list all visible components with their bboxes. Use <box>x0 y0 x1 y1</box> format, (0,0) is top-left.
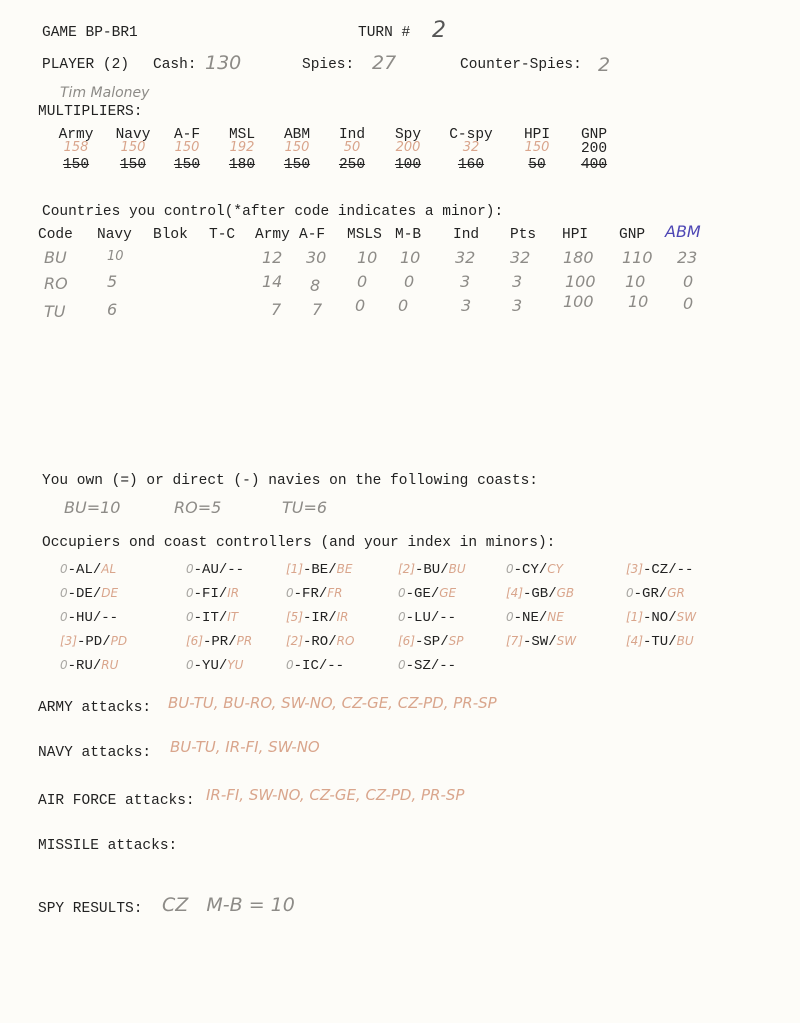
occupier-entry <box>286 562 352 578</box>
mult-header: Navy <box>115 127 151 143</box>
occupier-entry <box>506 586 574 602</box>
occupier-entry <box>398 586 456 602</box>
occupier-controller: YU <box>227 658 244 672</box>
occupier-index: [6] <box>186 634 203 648</box>
occupier-controller: -- <box>676 562 694 578</box>
country-ind: 32 <box>455 248 476 267</box>
occupier-controller: BE <box>336 562 353 576</box>
occupiers-title: Occupiers ond coast controllers (and your index in minors): <box>42 535 556 551</box>
mult-handwritten: 192 <box>229 140 255 155</box>
mult-handwritten: 150 <box>120 140 146 155</box>
country-hpi: 180 <box>563 248 594 267</box>
countries-title: Countries you control(*after code indicates a minor): <box>42 204 504 220</box>
occupier-index: 0 <box>506 610 514 624</box>
occupier-code: -YU/ <box>193 658 228 674</box>
country-msls: 0 <box>357 272 368 291</box>
spies-value: 27 <box>372 52 397 74</box>
occupier-index: 0 <box>186 610 194 624</box>
mult-header: HPI <box>523 127 551 143</box>
occupier-entry <box>60 634 127 650</box>
occupier-controller: NE <box>547 610 564 624</box>
country-mb: 10 <box>400 248 421 267</box>
occupier-controller: -- <box>227 562 245 578</box>
occupier-code: -GR/ <box>633 586 668 602</box>
navies-title: You own (=) or direct (-) navies on the following coasts: <box>42 473 538 489</box>
occupier-index: [1] <box>286 562 303 576</box>
occupier-entry <box>186 562 244 578</box>
occupier-entry <box>186 586 239 602</box>
mult-printed: 250 <box>338 157 366 173</box>
cash-value: 130 <box>205 52 242 74</box>
col-header: MSLS <box>347 227 382 243</box>
occupier-entry <box>186 610 238 626</box>
mult-printed: 100 <box>394 157 422 173</box>
occupier-index: [2] <box>398 562 415 576</box>
counter-spies-label: Counter-Spies: <box>460 57 582 73</box>
occupier-code: -GE/ <box>405 586 440 602</box>
mult-header: MSL <box>228 127 256 143</box>
occupier-controller: FR <box>327 586 343 600</box>
occupier-entry <box>60 610 118 626</box>
occupier-code: -HU/ <box>67 610 102 626</box>
country-af: 7 <box>312 300 323 319</box>
missile-attacks-label: MISSILE attacks: <box>38 838 178 854</box>
occupier-code: -AL/ <box>67 562 102 578</box>
occupier-entry <box>60 586 118 602</box>
mult-printed: 200 <box>580 141 608 157</box>
occupier-entry <box>398 634 463 650</box>
occupier-index: [7] <box>506 634 523 648</box>
occupier-entry <box>286 586 343 602</box>
country-msls: 0 <box>355 296 366 315</box>
occupier-index: 0 <box>186 586 194 600</box>
spy-results-label: SPY RESULTS: <box>38 901 143 917</box>
occupier-index: [3] <box>60 634 77 648</box>
mult-header: A-F <box>173 127 201 143</box>
country-af: 30 <box>306 248 327 267</box>
occupier-entry <box>398 610 456 626</box>
mult-header: Ind <box>338 127 366 143</box>
occupier-code: -BE/ <box>303 562 337 578</box>
occupier-index: 0 <box>506 562 514 576</box>
counter-spies-value: 2 <box>598 54 611 76</box>
occupier-index: [6] <box>398 634 415 648</box>
occupier-code: -PD/ <box>77 634 111 650</box>
col-header: Pts <box>510 227 537 243</box>
army-attacks-value: BU-TU, BU-RO, SW-NO, CZ-GE, CZ-PD, PR-SP <box>168 694 497 712</box>
occupier-controller: IR <box>227 586 240 600</box>
country-abm: 0 <box>683 272 694 291</box>
col-header: Code <box>38 227 73 243</box>
country-code: BU <box>44 248 67 267</box>
col-header: GNP <box>619 227 646 243</box>
mult-header: GNP <box>580 127 608 143</box>
mult-printed: 160 <box>457 157 485 173</box>
country-code: RO <box>44 274 68 293</box>
country-hpi: 100 <box>563 292 594 311</box>
occupier-entry <box>626 586 685 602</box>
occupier-index: 0 <box>60 562 68 576</box>
country-army: 12 <box>262 248 283 267</box>
occupier-controller: SW <box>556 634 577 648</box>
army-attacks-label: ARMY attacks: <box>38 700 152 716</box>
mult-handwritten: 158 <box>63 140 89 155</box>
airforce-attacks-value: IR-FI, SW-NO, CZ-GE, CZ-PD, PR-SP <box>206 786 465 804</box>
mult-handwritten: 150 <box>524 140 550 155</box>
mult-printed: 150 <box>62 157 90 173</box>
occupier-index: 0 <box>626 586 634 600</box>
occupier-controller: -- <box>439 610 457 626</box>
occupier-index: 0 <box>398 658 406 672</box>
mult-handwritten: 150 <box>284 140 310 155</box>
col-header: A-F <box>299 227 326 243</box>
occupier-entry <box>506 562 563 578</box>
game-label: GAME BP-BR1 <box>42 25 138 41</box>
occupier-entry <box>398 658 456 674</box>
occupier-controller: GE <box>439 586 457 600</box>
mult-handwritten: 50 <box>343 140 361 155</box>
occupier-entry <box>626 610 696 626</box>
country-navy: 5 <box>107 272 118 291</box>
occupier-code: -IC/ <box>293 658 328 674</box>
country-hpi: 100 <box>565 272 596 291</box>
mult-printed: 50 <box>528 157 546 173</box>
occupier-code: -GB/ <box>523 586 557 602</box>
col-header: T-C <box>209 227 236 243</box>
occupier-entry <box>506 634 576 650</box>
spies-label: Spies: <box>302 57 355 73</box>
mult-handwritten: 150 <box>174 140 200 155</box>
occupier-controller: IR <box>336 610 349 624</box>
navy-attacks-value: BU-TU, IR-FI, SW-NO <box>170 738 320 756</box>
navy-entry: RO=5 <box>174 498 222 517</box>
occupier-entry <box>60 562 116 578</box>
mult-printed: 150 <box>283 157 311 173</box>
occupier-controller: GR <box>667 586 685 600</box>
occupier-index: [4] <box>506 586 523 600</box>
occupier-controller: DE <box>101 586 119 600</box>
mult-printed: 180 <box>228 157 256 173</box>
occupier-index: 0 <box>286 586 294 600</box>
occupier-index: [3] <box>626 562 643 576</box>
cash-label: Cash: <box>153 57 197 73</box>
col-header-abm: ABM <box>665 222 701 241</box>
occupier-controller: -- <box>101 610 119 626</box>
occupier-entry <box>398 562 466 578</box>
occupier-index: 0 <box>186 658 194 672</box>
occupier-code: -DE/ <box>67 586 102 602</box>
occupier-code: -FR/ <box>293 586 328 602</box>
occupier-index: 0 <box>60 586 68 600</box>
col-header: HPI <box>562 227 589 243</box>
spy-results-value: CZ M-B = 10 <box>162 894 295 916</box>
occupier-entry <box>626 562 693 578</box>
country-navy: 10 <box>107 249 124 264</box>
mult-printed: 150 <box>119 157 147 173</box>
country-msls: 10 <box>357 248 378 267</box>
mult-header: Army <box>58 127 94 143</box>
occupier-controller: -- <box>327 658 345 674</box>
occupier-code: -SP/ <box>415 634 449 650</box>
occupier-index: [2] <box>286 634 303 648</box>
occupier-entry <box>286 634 354 650</box>
occupier-entry <box>286 610 349 626</box>
occupier-entry <box>626 634 694 650</box>
occupier-controller: RO <box>336 634 355 648</box>
turn-label: TURN # <box>358 25 411 41</box>
occupier-controller: AL <box>101 562 117 576</box>
mult-printed: 400 <box>580 157 608 173</box>
occupier-code: -AU/ <box>193 562 228 578</box>
country-ind: 3 <box>460 272 471 291</box>
occupier-code: -CY/ <box>513 562 548 578</box>
country-pts: 3 <box>512 296 523 315</box>
col-header: Navy <box>97 227 132 243</box>
mult-header: ABM <box>283 127 311 143</box>
occupier-index: 0 <box>398 586 406 600</box>
mult-header: Spy <box>394 127 422 143</box>
occupier-code: -RO/ <box>303 634 337 650</box>
country-army: 7 <box>271 300 282 319</box>
mult-header: C-spy <box>449 127 493 143</box>
occupier-controller: PR <box>236 634 253 648</box>
occupier-controller: CY <box>547 562 563 576</box>
col-header: Blok <box>153 227 188 243</box>
occupier-entry <box>186 658 243 674</box>
occupier-index: 0 <box>398 610 406 624</box>
occupier-code: -SZ/ <box>405 658 440 674</box>
occupier-controller: -- <box>439 658 457 674</box>
occupier-entry <box>286 658 344 674</box>
country-mb: 0 <box>404 272 415 291</box>
occupier-code: -IR/ <box>303 610 337 626</box>
player-label: PLAYER (2) <box>42 57 130 73</box>
occupier-controller: SW <box>676 610 697 624</box>
country-mb: 0 <box>398 296 409 315</box>
country-pts: 32 <box>510 248 531 267</box>
occupier-code: -FI/ <box>193 586 228 602</box>
occupier-index: [5] <box>286 610 303 624</box>
turn-value: 2 <box>432 18 446 43</box>
occupier-index: 0 <box>60 658 68 672</box>
occupier-code: -CZ/ <box>643 562 677 578</box>
country-ind: 3 <box>461 296 472 315</box>
occupier-code: -TU/ <box>643 634 677 650</box>
country-gnp: 10 <box>628 292 649 311</box>
country-gnp: 10 <box>625 272 646 291</box>
col-header: Ind <box>453 227 480 243</box>
occupier-code: -NO/ <box>643 610 677 626</box>
col-header: M-B <box>395 227 422 243</box>
country-abm: 0 <box>683 294 694 313</box>
occupier-controller: SP <box>448 634 464 648</box>
occupier-code: -PR/ <box>203 634 237 650</box>
country-gnp: 110 <box>622 248 653 267</box>
occupier-index: 0 <box>186 562 194 576</box>
occupier-code: -NE/ <box>513 610 548 626</box>
mult-printed: 150 <box>173 157 201 173</box>
navy-entry: BU=10 <box>64 498 121 517</box>
occupier-code: -LU/ <box>405 610 440 626</box>
occupier-controller: BU <box>676 634 694 648</box>
navy-entry: TU=6 <box>282 498 328 517</box>
occupier-code: -RU/ <box>67 658 102 674</box>
col-header: Army <box>255 227 290 243</box>
occupier-index: 0 <box>286 658 294 672</box>
occupier-index: 0 <box>60 610 68 624</box>
occupier-controller: IT <box>227 610 239 624</box>
occupier-controller: PD <box>110 634 128 648</box>
occupier-index: [1] <box>626 610 643 624</box>
multipliers-label: MULTIPLIERS: <box>38 104 143 120</box>
mult-handwritten: 32 <box>462 140 480 155</box>
country-code: TU <box>44 302 66 321</box>
country-abm: 23 <box>677 248 698 267</box>
occupier-entry <box>506 610 564 626</box>
occupier-code: -IT/ <box>193 610 228 626</box>
airforce-attacks-label: AIR FORCE attacks: <box>38 793 195 809</box>
player-name: Tim Maloney <box>60 85 150 101</box>
occupier-code: -SW/ <box>523 634 557 650</box>
mult-handwritten: 200 <box>395 140 421 155</box>
country-navy: 6 <box>107 300 118 319</box>
occupier-controller: GB <box>556 586 575 600</box>
navy-attacks-label: NAVY attacks: <box>38 745 152 761</box>
occupier-entry <box>60 658 118 674</box>
country-army: 14 <box>262 272 283 291</box>
occupier-entry <box>186 634 252 650</box>
occupier-controller: RU <box>101 658 119 672</box>
country-af: 8 <box>310 276 321 295</box>
occupier-code: -BU/ <box>415 562 449 578</box>
occupier-controller: BU <box>448 562 466 576</box>
country-pts: 3 <box>512 272 523 291</box>
occupier-index: [4] <box>626 634 643 648</box>
